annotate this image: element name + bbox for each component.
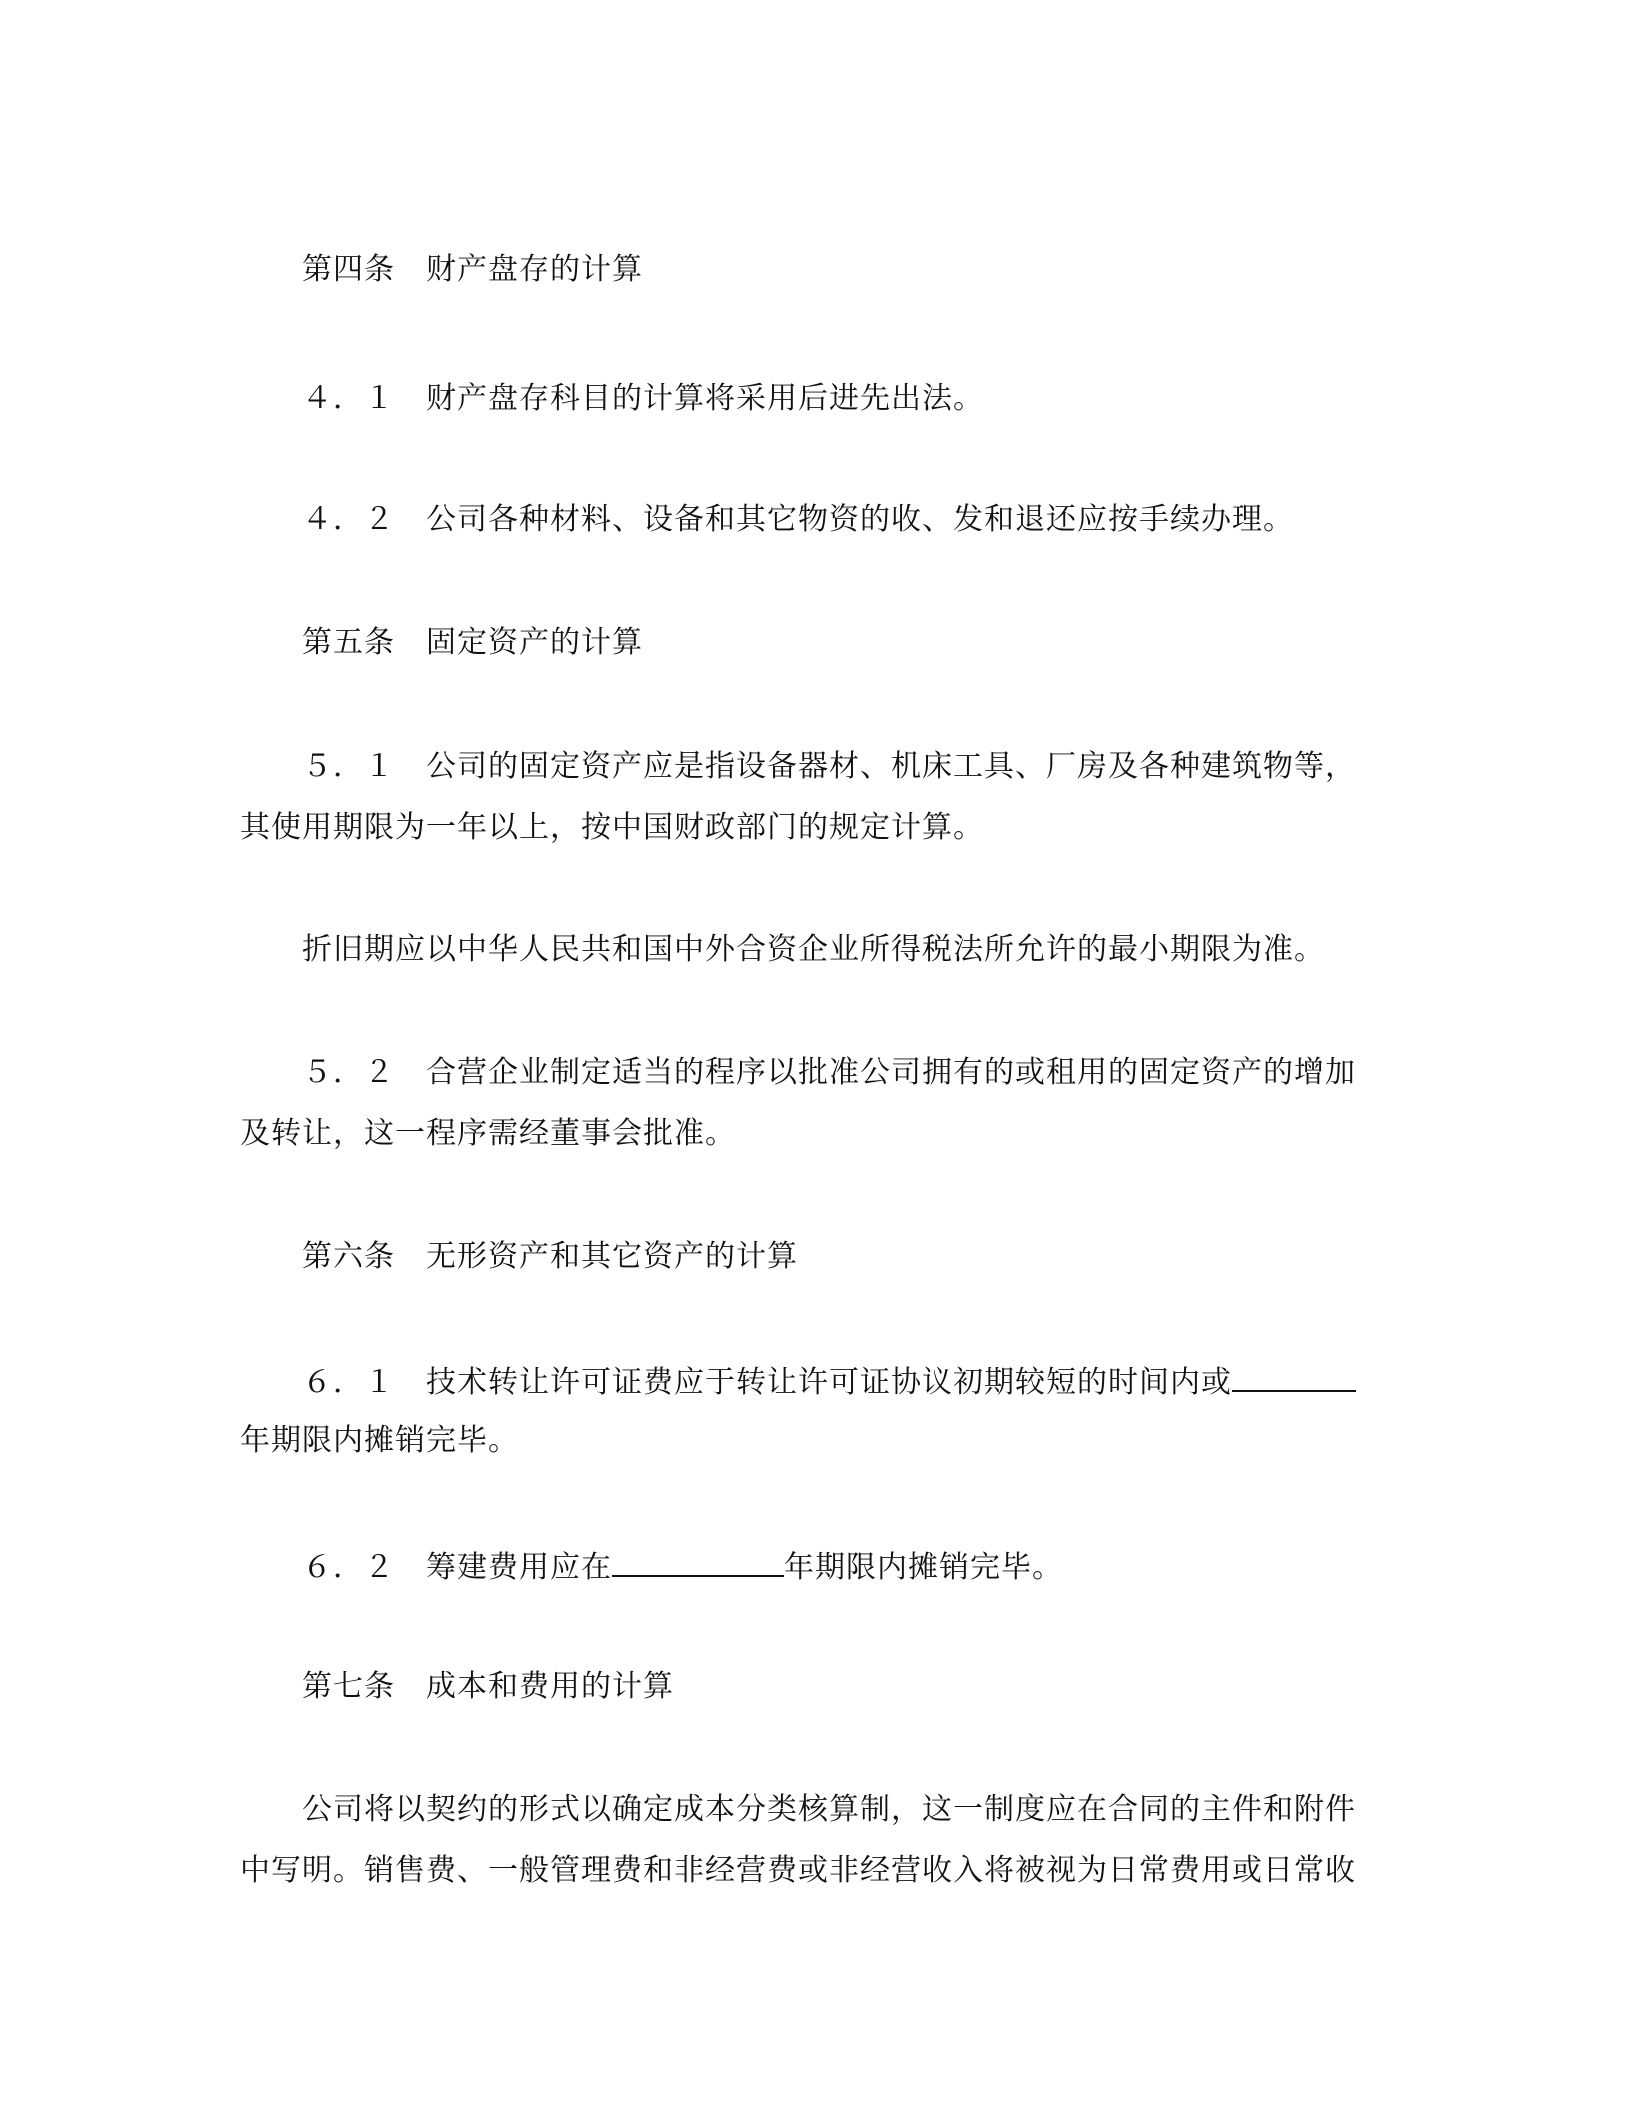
clause-5-1-line-1: ５．１ 公司的固定资产应是指设备器材、机床工具、厂房及各种建筑物等， bbox=[302, 749, 1356, 784]
clause-5-2-line-2: 及转让，这一程序需经董事会批准。 bbox=[240, 1116, 736, 1151]
clause-6-2-suffix: 年期限内摊销完毕。 bbox=[784, 1550, 1063, 1585]
fill-in-blank[interactable] bbox=[612, 1545, 784, 1577]
article-7-heading: 第七条 成本和费用的计算 bbox=[302, 1669, 674, 1704]
article-4-heading: 第四条 财产盘存的计算 bbox=[302, 252, 643, 287]
clause-6-1-text: ６．１ 技术转让许可证费应于转让许可证协议初期较短的时间内或 bbox=[302, 1365, 1232, 1400]
article-7-line-1: 公司将以契约的形式以确定成本分类核算制，这一制度应在合同的主件和附件 bbox=[302, 1792, 1356, 1827]
clause-6-1-line-2: 年期限内摊销完毕。 bbox=[240, 1423, 519, 1458]
clause-6-2 bbox=[302, 1545, 1063, 1588]
clause-6-1-line-1 bbox=[302, 1360, 1356, 1403]
article-5-heading: 第五条 固定资产的计算 bbox=[302, 625, 643, 660]
article-7-line-2: 中写明。销售费、一般管理费和非经营费或非经营收入将被视为日常费用或日常收 bbox=[240, 1853, 1356, 1888]
clause-5-1-line-2: 其使用期限为一年以上，按中国财政部门的规定计算。 bbox=[240, 810, 984, 845]
depreciation-paragraph: 折旧期应以中华人民共和国中外合资企业所得税法所允许的最小期限为准。 bbox=[302, 932, 1325, 967]
clause-4-2: ４．２ 公司各种材料、设备和其它物资的收、发和退还应按手续办理。 bbox=[302, 502, 1294, 537]
clause-5-2-line-1: ５．２ 合营企业制定适当的程序以批准公司拥有的或租用的固定资产的增加 bbox=[302, 1055, 1356, 1090]
fill-in-blank[interactable] bbox=[1232, 1360, 1356, 1392]
article-6-heading: 第六条 无形资产和其它资产的计算 bbox=[302, 1239, 798, 1274]
clause-4-1: ４．１ 财产盘存科目的计算将采用后进先出法。 bbox=[302, 381, 984, 416]
clause-6-2-prefix: ６．２ 筹建费用应在 bbox=[302, 1550, 612, 1585]
